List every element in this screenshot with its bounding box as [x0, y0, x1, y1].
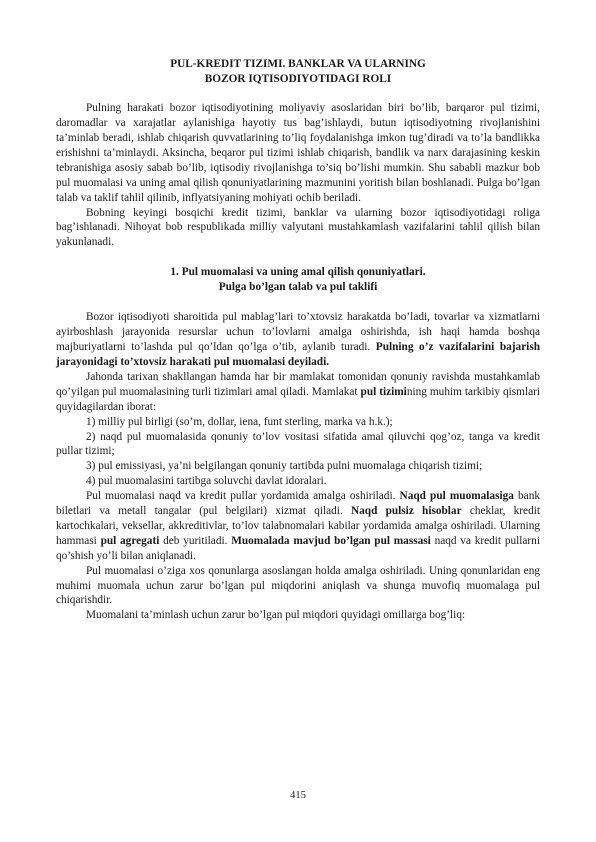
body-paragraph-1-text: Bozor iqtisodiyoti sharoitida pul mablag’lari to’xtovsiz harakatda bo’ladi, tovarlar va xizmatlarni ayirboshlash jarayonida resurslar uchun to’lovlarni amalga oshirishda, ish haqi hamda boshqa majburiyatlarni to’lashda pul qo’ldan qo’lga o’tib, aylanib turadi. — [56, 311, 540, 354]
body-paragraph-2-text-start: Jahonda tarixan shakllangan hamda har bir mamlakat tomonidan qonuniy ravishda mustahkamlab qo’yilgan pul muomalasining turli tizimlari amal qiladi. Mamlakat — [56, 370, 540, 398]
term-pul-massasi: Muomalada mavjud bo’lgan pul massasi — [231, 534, 431, 547]
intro-paragraph-2: Bobning keyingi bosqichi kredit tizimi, banklar va ularning bozor iqtisodiyotidagi roliga bag’ishlanadi. Nihoyat bob respublikada milliy valyutani mustahkamlash vazifalarini tahlil qilish bilan yakunlanadi. — [56, 206, 540, 249]
body-paragraph-1 — [56, 310, 540, 370]
list-item: 2) naqd pul muomalasida qonuniy to’lov vositasi sifatida amal qiluvchi qog’oz, tanga va kredit pullar tizimi; — [56, 430, 540, 458]
term-naqd-pul-muomalasi: Naqd pul muomalasiga — [399, 490, 514, 503]
body-paragraph-3-text: cheklar, kredit kartochkalari, veksellar, akkreditivlar, to’lov talabnomalari kabilar yordamida amalga oshiriladi. Ularning hammasi — [56, 505, 540, 547]
body-paragraph-2-text-end: ning muhim tarkibiy qismlari quyidagilardan iborat: — [56, 385, 540, 413]
section-heading-line-1: 1. Pul muomalasi va uning amal qilish qonuniyatlari. — [170, 266, 426, 279]
term-naqd-pulsiz-hisoblar: Naqd pulsiz hisoblar — [351, 505, 462, 518]
chapter-title-line-2: BOZOR IQTISODIYOTIDAGI ROLI — [204, 72, 392, 85]
definition-pul-muomalasi: Pulning o’z vazifalarini bajarish jarayonidagi to’xtovsiz harakati pul muomalasi deyiladi. — [56, 341, 540, 368]
body-paragraph-3 — [56, 489, 540, 564]
list-item: 4) pul muomalasini tartibga soluvchi davlat idoralari. — [86, 475, 327, 488]
chapter-title-line-1: PUL-KREDIT TIZIMI. BANKLAR VA ULARNING — [170, 58, 426, 70]
body-paragraph-3-text: bank biletlari va metall tangalar (pul belgilari) xizmat qiladi. — [56, 490, 540, 518]
intro-paragraph-1: Pulning harakati bozor iqtisodiyotining moliyaviy asoslaridan biri bo’lib, barqaror pul tizimi, daromadlar va xarajatlar aylanishiga hayotiy tus bag’ishlaydi, butun iqtisodiyotning rivojlanishini ta’minlab beradi, ishlab chiqarish quvvatlarining to’liq foydalanishga imkon tug’diradi va to’la bandlikka erishishni ta’minlaydi. Aksincha, beqaror pul tizimi ishlab chiqarish, bandlik va narx darajasining keskin tebranishiga asosiy sabab bo’lib, iqtisodiy rivojlanishga to’siq bo’lishi mumkin. Shu sababli mazkur bob pul muomalasi va uning amal qilish qonuniyatlarining mazmunini yoritish bilan boshlanadi. Pulga bo’lgan talab va taklif tahlil qilinib, inflyatsiyaning mohiyati ochib beriladi. — [56, 102, 540, 204]
body-paragraph-2 — [56, 370, 540, 415]
page-number: 415 — [290, 790, 306, 801]
body-paragraph-3-text: Pul muomalasi naqd va kredit pullar yordamida amalga oshiriladi. — [86, 490, 400, 503]
body-paragraph-3-text: deb yuritiladi. — [159, 534, 232, 547]
list-item: 1) milliy pul birligi (so’m, dollar, iena, funt sterling, marka va h.k.); — [86, 415, 393, 428]
body-paragraph-3-text: naqd va kredit pullarni qo’shish yo’li bilan aniqlanadi. — [56, 534, 540, 562]
chapter-title — [56, 57, 540, 86]
section-heading-line-2: Pulga bo’lgan talab va pul taklifi — [218, 281, 378, 294]
section-heading — [56, 265, 540, 295]
list-item: 3) pul emissiyasi, ya’ni belgilangan qonuniy tartibda pulni muomalaga chiqarish tizimi; — [86, 460, 483, 473]
term-pul-tizimi: pul tizimi — [360, 385, 407, 398]
body-paragraph-5: Muomalani ta’minlash uchun zarur bo’lgan pul miqdori quyidagi omillarga bog’liq: — [86, 609, 466, 622]
body-paragraph-4: Pul muomalasi o’ziga xos qonunlarga asoslangan holda amalga oshiriladi. Uning qonunlaridan eng muhimi muomala uchun zarur bo’lgan pul miqdorini aniqlash va shunga muvofiq muomalaga pul chiqarishdir. — [56, 564, 540, 607]
term-pul-agregati: pul agregati — [100, 534, 160, 547]
